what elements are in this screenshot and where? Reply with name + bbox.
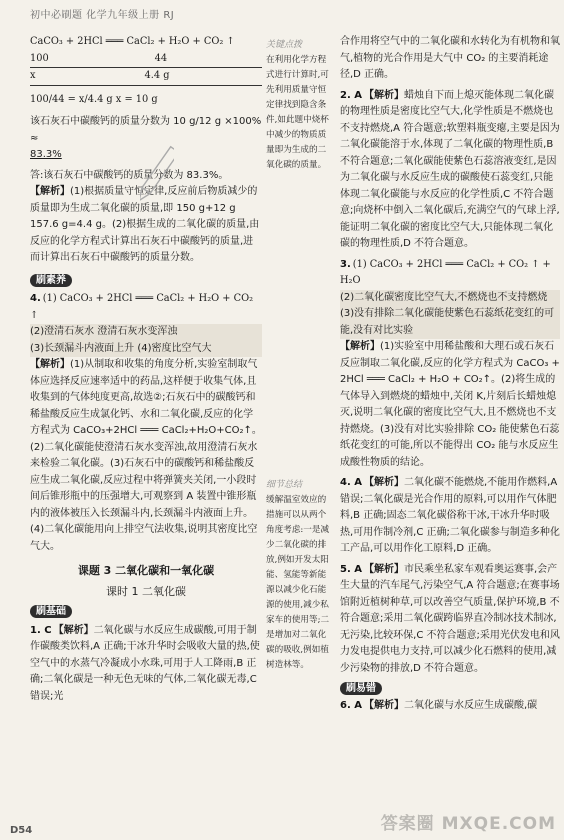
q3-jiexi-label: 【解析】	[340, 341, 380, 352]
calc-equation: CaCO₃ + 2HCl ═══ CaCl₂ + H₂O + CO₂ ↑	[30, 36, 235, 47]
q3-answer-1: (1) CaCO₃ + 2HCl ═══ CaCl₂ + CO₂ ↑ + H₂O	[340, 258, 551, 286]
q5-number: 5. A	[340, 563, 362, 575]
q1-jiexi-label: 【解析】	[53, 624, 94, 636]
q1-number: 1. C	[30, 624, 52, 636]
page-number: D54	[10, 825, 33, 836]
q3-answer-2: (2)二氧化碳密度比空气大,不燃烧也不支持燃烧 (3)没有排除二氧化碳能使紫色石蕊纸花变红的可能,没有对比实验	[340, 290, 560, 340]
q6-number: 6. A	[340, 699, 362, 711]
calc-x-row: x 4.4 g	[30, 68, 262, 86]
section-label-yicuo: 刷易错	[340, 682, 382, 695]
q6-jiexi-text: 二氧化碳与水反应生成碳酸,碳	[403, 699, 538, 711]
q2-number: 2. A	[340, 89, 362, 101]
lesson-title: 课题 3 二氧化碳和一氧化碳	[77, 564, 215, 577]
q4r-jiexi-text: 二氧化碳不能燃烧,不能用作燃料,A 错误;二氧化碳是光合作用的原料,可以用作气体肥料,B 正确;固态二氧化碳俗称干冰,干冰升华时吸热,可用作制冷剂,C 正确;二氧化碳参与制造多种化工产品,可以用作化工原料,D 正确。	[340, 477, 560, 554]
q3-number: 3.	[340, 258, 351, 270]
q4-answer-2: (2)澄清石灰水 澄清石灰水变浑浊	[30, 324, 262, 341]
calc-percent-value: 83.3%	[30, 149, 62, 160]
q5-jiexi-text: 市民乘坐私家车观看奥运赛事,会产生大量的汽车尾气,污染空气,A 符合题意;在赛事场馆附近植树种草,可以改善空气质量,保护环境,B 不符合题意;采用二氧化碳跨临界直冷制冰技术制冰,无污染,比较环保,C 不符合题意;采用光伏发电和风力发电提供电力支持,可以减少化石燃料的使用,减少污染物的排放,D 不符合题意。	[340, 563, 560, 674]
q4-equation: (1) CaCO₃ + 2HCl ═══ CaCl₂ + H₂O + CO₂ ↑	[30, 293, 254, 321]
calc-mass-row: 100 44	[30, 51, 262, 69]
lesson-subtitle: 课时 1 二氧化碳	[106, 584, 186, 598]
calc-ratio: 100/44 = x/4.4 g x = 10 g	[30, 93, 158, 105]
q5-jiexi-label: 【解析】	[363, 563, 404, 575]
sidebar-key-tip-title: 关键点拨	[266, 40, 303, 50]
calc-answer: 答:该石灰石中碳酸钙的质量分数为 83.3%。	[30, 169, 229, 181]
jiexi-text: (1)根据质量守恒定律,反应前后物质减少的质量即为生成二氧化碳的质量,即 150 g+12 g 157.6 g=4.4 g。(2)根据生成的二氧化碳的质量,由反应的化学方程式计算出石灰石中碳酸钙的质量,进而计算出石灰石中碳酸钙的质量分数。	[30, 186, 260, 263]
q4r-jiexi-label: 【解析】	[363, 477, 404, 488]
q4-jiexi-label: 【解析】	[30, 359, 70, 370]
q3-jiexi-text: (1)实验室中用稀盐酸和大理石或石灰石反应制取二氧化碳,反应的化学方程式为 CaCO₃ + 2HCl ═══ CaCl₂ + H₂O + CO₂↑。(2)将生成的气体导入到燃烧的蜡烛中,关闭 K,片刻后长蜡烛熄灭,说明二氧化碳的密度比空气大,且不燃烧也不支持燃烧。(3)没有对比实验排除 CO₂ 能使紫色石蕊纸花变红的可能,所以不能得出 CO₂ 能与水反应生成酸性物质的结论。	[340, 341, 560, 468]
left-column	[30, 34, 262, 705]
sidebar-detail-summary	[266, 478, 334, 673]
q4-jiexi-text: (1)从制取和收集的角度分析,实验室制取气体应选择反应速率适中的药品,这样便于收集气体,且收集到的气体纯度更高,故选②;石灰石中的碳酸钙和稀盐酸反应生成氯化钙、水和二氧化碳,反应的化学方程式为 CaCO₃+2HCl ═══ CaCl₂+H₂O+CO₂↑。(2)二氧化碳能使澄清石灰水变浑浊,故用澄清石灰水来检验二氧化碳。(3)石灰石中的碳酸钙和稀盐酸反应生成二氧化碳,反应过程中将弹簧夹关闭,一小段时间后锥形瓶中的压强增大,可观察到 A 装置中锥形瓶内的液体被压入长颈漏斗内,长颈漏斗内液面上升。(4)二氧化碳能用向上排空气法收集,说明其密度比空气大。	[30, 359, 262, 552]
q6-jiexi-label: 【解析】	[363, 699, 404, 711]
calc-percent: 该石灰石中碳酸钙的质量分数为 10 g/12 g ×100% ≈	[30, 116, 262, 144]
q6-explanation	[340, 698, 560, 715]
q1-continued: 合作用将空气中的二氧化碳和水转化为有机物和氧气,植物的光合作用是大气中 CO₂ 的主要消耗途径,D 正确。	[340, 36, 560, 80]
q5-explanation	[340, 562, 560, 678]
section-label-jichu: 刷基础	[30, 605, 72, 618]
sidebar-key-tip-text: 在利用化学方程式进行计算时,可先利用质量守恒定律找到隐含条件,如此题中烧杯中减少的物质质量即为生成的二氧化碳的质量。	[266, 55, 329, 170]
q2-jiexi-text: 蜡烛自下而上熄灭能体现二氧化碳的物理性质是密度比空气大,化学性质是不燃烧也不支持燃烧,A 符合题意;软塑料瓶变瘪,主要是因为二氧化碳能溶于水,体现了二氧化碳的物理性质,B 不符合题意;二氧化碳能使紫色石蕊溶液变红,是因为二氧化碳与水反应生成的碳酸使石蕊变红,只能体现二氧化碳能与水反应的化学性质,C 不符合题意;向烧杯中倒入二氧化碳后,充满空气的气球上浮,能证明二氧化碳的密度比空气大,只能体现二氧化碳的物理性质,D 不符合题意。	[340, 89, 560, 249]
right-column	[340, 34, 560, 714]
q4r-explanation	[340, 475, 560, 558]
jiexi-label: 【解析】	[30, 186, 70, 197]
q1-jiexi-text: 二氧化碳与水反应生成碳酸,可用于制作碳酸类饮料,A 正确;干冰升华时会吸收大量的热,使空气中的水蒸气冷凝成小水珠,可用于人工降雨,B 正确;二氧化碳是一种无色无味的气体,二氧化碳无毒,C 错误;光	[30, 624, 260, 702]
sidebar-key-tip	[266, 38, 334, 173]
watermark-logo: 答案圈 MXQE.COM	[380, 814, 556, 834]
q2-explanation	[340, 88, 560, 253]
q3-explanation	[340, 339, 560, 471]
section-label-suyang: 刷素养	[30, 274, 72, 287]
page-header: 初中必刷题 化学九年级上册 RJ	[30, 10, 175, 21]
q2-jiexi-label: 【解析】	[363, 89, 404, 101]
q1-explanation	[30, 623, 262, 706]
pencil-icon	[140, 140, 174, 210]
q4-number: 4.	[30, 293, 41, 304]
q4r-number: 4. A	[340, 477, 362, 488]
q4-explanation	[30, 357, 262, 555]
sidebar-detail-title: 细节总结	[266, 480, 303, 490]
q4-answer-3: (3)长颈漏斗内液面上升 (4)密度比空气大	[30, 341, 262, 358]
sidebar-detail-text: 缓解温室效应的措施可以从两个角度考虑:一是减少二氧化碳的排放,例如开发太阳能、氢能等新能源以减少化石能源的使用,减少私家车的使用等;二是增加对二氧化碳的吸收,例如植树造林等。	[266, 495, 330, 670]
